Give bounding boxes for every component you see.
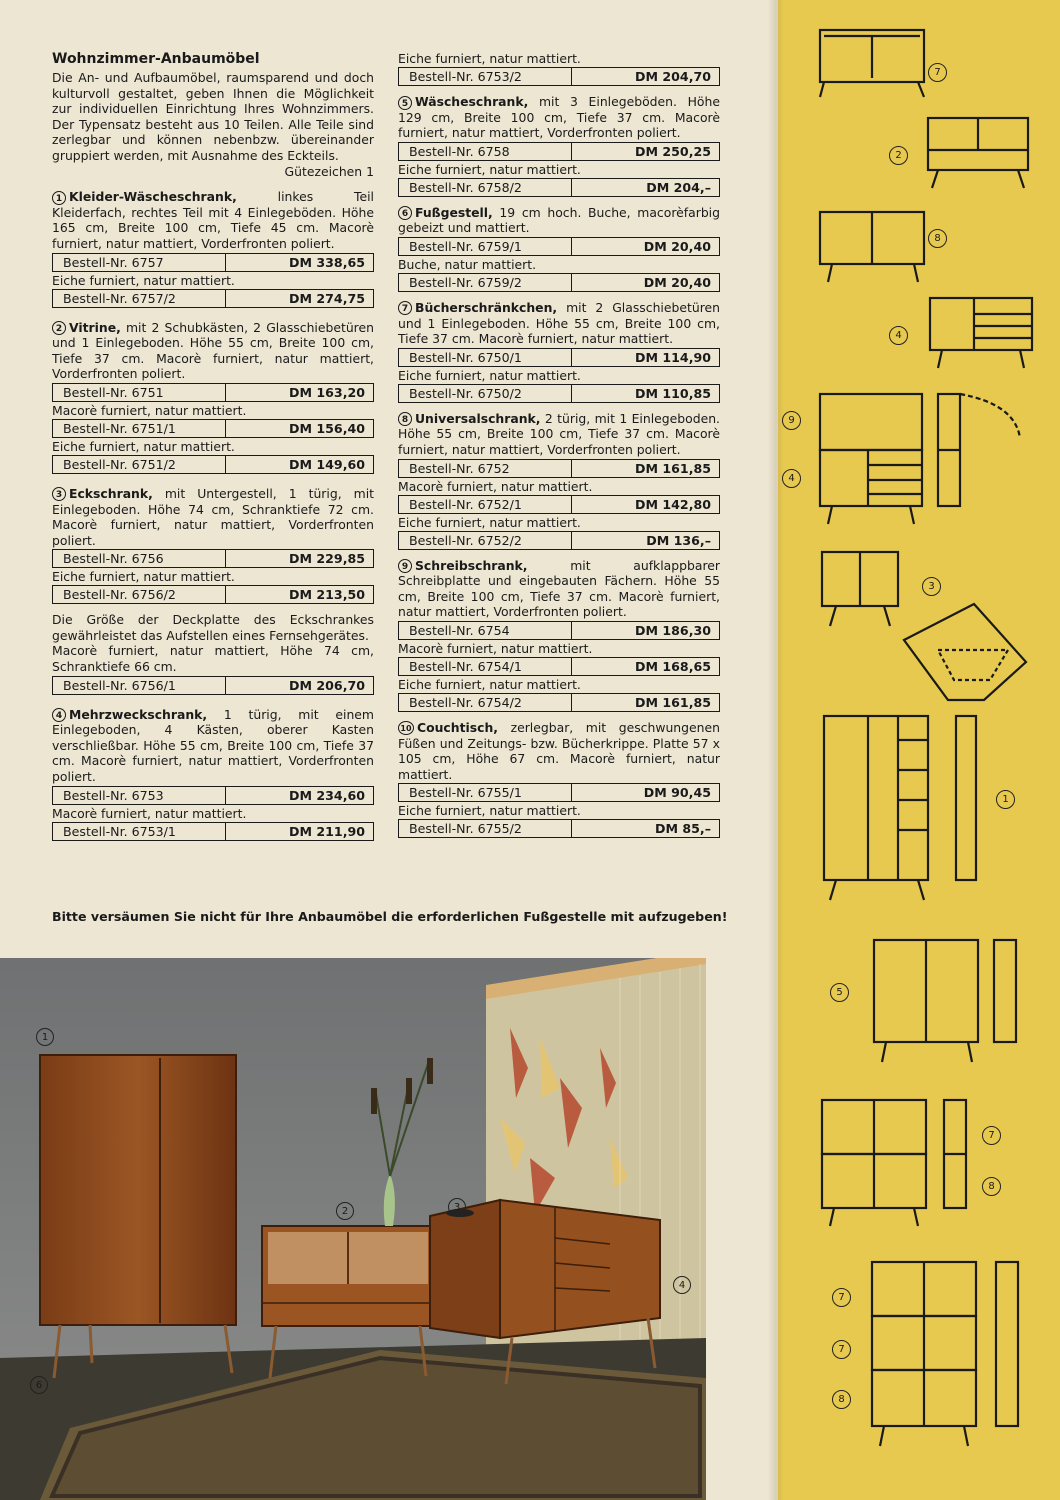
order-number: Bestell-Nr. 6756 (53, 550, 226, 567)
item-name: Kleider-Wäscheschrank, (69, 189, 237, 205)
photo-marker: 3 (448, 1198, 466, 1216)
order-row (52, 676, 374, 695)
order-price: DM 204,– (646, 179, 711, 195)
intro-body: Die An- und Aufbaumöbel, raumsparend und doch kulturvoll gestaltet, geben Ihnen die Möglichkeit zur individuellen Einrichtung Ihres Wohnzimmers. Der Typensatz besteht aus 10 Teilen. Alle Teile sind zerlegbar und können nebenbzw. übereinander gruppiert werden, mit Ausnahme des Eckteils. (52, 70, 374, 163)
sketch-marker: 8 (832, 1390, 851, 1409)
item-number-badge: 2 (52, 321, 66, 335)
sketch-marker: 2 (889, 146, 908, 165)
order-price: DM 114,90 (635, 349, 711, 365)
room-photo (0, 958, 706, 1500)
order-price: DM 274,75 (289, 290, 365, 306)
item-desc: mit 2 Schubkästen, 2 Glasschiebetüren und 1 Einlegeboden. Höhe 55 cm, Breite 100 cm, Tiefe 37 cm. Macorè furniert, natur mattiert, Vorderfronten poliert. (52, 319, 374, 382)
variant-label: Macorè furniert, natur mattiert. (398, 640, 593, 656)
order-price: DM 206,70 (289, 677, 365, 693)
order-number: Bestell-Nr. 6755/1 (399, 784, 572, 801)
order-price: DM 20,40 (643, 238, 711, 254)
sketch-marker: 7 (982, 1126, 1001, 1145)
order-row (398, 621, 720, 640)
variant-label: Eiche furniert, natur mattiert. (398, 803, 581, 819)
item-3-note: Die Größe der Deckplatte des Eckschrankes gewährleistet das Aufstellen eines Fernsehgerätes. (52, 612, 374, 643)
order-number: Bestell-Nr. 6758 (399, 143, 572, 160)
item-number-badge: 8 (398, 412, 412, 426)
order-price: DM 110,85 (635, 385, 711, 401)
order-price: DM 20,40 (643, 274, 711, 290)
sketch-marker: 7 (928, 63, 947, 82)
order-number: Bestell-Nr. 6756/1 (53, 677, 226, 694)
item-7-desc (398, 300, 720, 347)
order-number: Bestell-Nr. 6751/1 (53, 420, 226, 437)
item-number-badge: 6 (398, 206, 412, 220)
order-row (52, 822, 374, 841)
order-number: Bestell-Nr. 6754/2 (399, 694, 572, 711)
order-row (398, 178, 720, 197)
item-3-extra: Macorè furniert, natur mattiert, Höhe 74 cm, Schranktiefe 66 cm. (52, 643, 374, 675)
order-price: DM 338,65 (289, 254, 365, 270)
order-number: Bestell-Nr. 6752/1 (399, 496, 572, 513)
order-row (52, 786, 374, 805)
item-desc: 19 cm hoch. Buche, macorèfarbig gebeizt und mattiert. (398, 204, 720, 236)
order-number: Bestell-Nr. 6758/2 (399, 179, 572, 196)
order-price: DM 186,30 (635, 622, 711, 638)
item-desc: mit 3 Einlegeböden. Höhe 129 cm, Breite 100 cm, Tiefe 37 cm. Macorè furniert, natur mattiert, Vorderfronten poliert. (398, 94, 720, 141)
item-10-desc (398, 720, 720, 782)
item-desc: 2 türig, mit 1 Einlegeboden. Höhe 55 cm, Breite 100 cm, Tiefe 37 cm. Macorè furniert, natur mattiert, Vorderfronten poliert. (398, 410, 720, 457)
order-number: Bestell-Nr. 6754/1 (399, 658, 572, 675)
variant-label: Macorè furniert, natur mattiert. (52, 402, 247, 418)
sketch-marker: 1 (996, 790, 1015, 809)
variant-label: Eiche furniert, natur mattiert. (398, 514, 581, 530)
item-name: Couchtisch, (417, 719, 499, 735)
item-2-desc (52, 320, 374, 382)
order-row (398, 495, 720, 514)
order-row (398, 819, 720, 838)
section-title: Wohnzimmer-Anbaumöbel (52, 51, 260, 67)
item-name: Bücherschränkchen, (415, 299, 558, 315)
intro-text (52, 70, 374, 179)
item-8-desc (398, 411, 720, 458)
order-row (398, 237, 720, 256)
text-column-right (398, 52, 720, 840)
order-row (398, 783, 720, 802)
order-price: DM 213,50 (289, 587, 365, 603)
item-number-badge: 4 (52, 708, 66, 722)
order-row (398, 348, 720, 367)
sketch-marker: 9 (782, 411, 801, 430)
item-name: Universalschrank, (415, 410, 541, 426)
order-price: DM 211,90 (289, 823, 365, 839)
order-row (398, 459, 720, 478)
text-column-left (52, 50, 374, 843)
order-number: Bestell-Nr. 6753/1 (53, 823, 226, 840)
sketch-marker: 5 (830, 983, 849, 1002)
order-price: DM 163,20 (289, 384, 365, 400)
order-number: Bestell-Nr. 6756/2 (53, 586, 226, 603)
order-price: DM 90,45 (643, 785, 711, 801)
variant-label: Macorè furniert, natur mattiert. (398, 478, 593, 494)
item-desc: 1 türig, mit einem Einlegeboden, 4 Kästen, oberer Kasten verschließbar. Höhe 55 cm, Breite 100 cm, Tiefe 37 cm. Macorè furniert, natur mattiert, Vorderfronten poliert. (52, 706, 374, 785)
variant-label: Macorè furniert, natur mattiert. (52, 805, 247, 821)
item-5-desc (398, 94, 720, 141)
item-number-badge: 5 (398, 96, 412, 110)
photo-marker: 1 (36, 1028, 54, 1046)
sketch-marker: 7 (832, 1288, 851, 1307)
order-price: DM 85,– (655, 821, 711, 837)
sketch-marker: 3 (922, 577, 941, 596)
sketch-marker: 4 (889, 326, 908, 345)
order-row (398, 531, 720, 550)
order-price: DM 161,85 (635, 694, 711, 710)
order-price: DM 234,60 (289, 787, 365, 803)
variant-label: Eiche furniert, natur mattiert. (398, 51, 581, 66)
item-9-desc (398, 558, 720, 620)
order-price: DM 204,70 (635, 69, 711, 84)
order-number: Bestell-Nr. 6752 (399, 460, 572, 477)
order-price: DM 229,85 (289, 551, 365, 567)
variant-label: Eiche furniert, natur mattiert. (52, 272, 235, 288)
order-number: Bestell-Nr. 6751/2 (53, 456, 226, 473)
order-row (52, 253, 374, 272)
order-row (52, 289, 374, 308)
order-row (398, 273, 720, 292)
order-price: DM 136,– (646, 532, 711, 548)
item-number-badge: 3 (52, 487, 66, 501)
item-name: Mehrzweckschrank, (69, 706, 208, 722)
variant-label: Buche, natur mattiert. (398, 256, 537, 272)
order-number: Bestell-Nr. 6750/2 (399, 385, 572, 402)
order-row (52, 419, 374, 438)
order-row (52, 455, 374, 474)
order-price: DM 161,85 (635, 460, 711, 476)
order-number: Bestell-Nr. 6759/1 (399, 238, 572, 255)
footer-note: Bitte versäumen Sie nicht für Ihre Anbaumöbel die erforderlichen Fußgestelle mit aufzugeben! (52, 909, 728, 924)
order-number: Bestell-Nr. 6759/2 (399, 274, 572, 291)
order-row (52, 585, 374, 604)
order-number: Bestell-Nr. 6757/2 (53, 290, 226, 307)
variant-label: Eiche furniert, natur mattiert. (52, 569, 235, 585)
item-desc: mit aufklappbarer Schreibplatte und eingebauten Fächern. Höhe 55 cm, Breite 100 cm, Tiefe 37 cm. Macorè furniert, natur mattiert, Vorderfronten poliert. (398, 557, 720, 620)
item-3-desc (52, 486, 374, 548)
item-name: Eckschrank, (69, 485, 153, 501)
order-number: Bestell-Nr. 6750/1 (399, 349, 572, 366)
item-name: Wäscheschrank, (415, 94, 529, 109)
order-row (398, 67, 720, 86)
order-number: Bestell-Nr. 6754 (399, 622, 572, 639)
order-number: Bestell-Nr. 6751 (53, 384, 226, 401)
item-4-desc (52, 707, 374, 785)
item-number-badge: 7 (398, 301, 412, 315)
sketch-marker: 8 (982, 1177, 1001, 1196)
order-number: Bestell-Nr. 6755/2 (399, 820, 572, 837)
item-name: Schreibschrank, (415, 557, 528, 573)
order-row (398, 693, 720, 712)
order-row (398, 384, 720, 403)
variant-label: Eiche furniert, natur mattiert. (52, 438, 235, 454)
item-name: Vitrine, (69, 319, 121, 335)
photo-marker: 6 (30, 1376, 48, 1394)
order-row (52, 383, 374, 402)
order-number: Bestell-Nr. 6753 (53, 787, 226, 804)
order-number: Bestell-Nr. 6753/2 (399, 68, 572, 85)
item-6-desc (398, 205, 720, 236)
order-price: DM 156,40 (289, 420, 365, 436)
sketch-marker: 4 (782, 469, 801, 488)
furniture-sketches (778, 0, 1060, 1500)
item-number-badge: 10 (398, 721, 414, 735)
order-price: DM 168,65 (635, 658, 711, 674)
order-number: Bestell-Nr. 6752/2 (399, 532, 572, 549)
variant-label: Eiche furniert, natur mattiert. (398, 161, 581, 177)
quality-mark: Gütezeichen 1 (284, 163, 374, 179)
item-desc: zerlegbar, mit geschwungenen Füßen und Zeitungs- bzw. Bücherkrippe. Platte 57 x 105 cm, Höhe 67 cm. Macorè furniert, natur mattiert. (398, 719, 720, 782)
variant-label: Eiche furniert, natur mattiert. (398, 367, 581, 383)
item-number-badge: 9 (398, 559, 412, 573)
room-photo-illustration (0, 958, 706, 1500)
item-desc: mit 2 Glasschiebetüren und 1 Einlegeboden. Höhe 55 cm, Breite 100 cm, Tiefe 37 cm. Macorè furniert, natur mattiert. (398, 299, 720, 347)
variant-label: Eiche furniert, natur mattiert. (398, 676, 581, 692)
item-number-badge: 1 (52, 191, 66, 205)
order-price: DM 250,25 (635, 143, 711, 159)
photo-marker: 4 (673, 1276, 691, 1294)
item-1-desc (52, 189, 374, 251)
order-price: DM 142,80 (635, 496, 711, 512)
order-row (52, 549, 374, 568)
order-row (398, 657, 720, 676)
item-desc: linkes Teil Kleiderfach, rechtes Teil mit 4 Einlegeböden. Höhe 165 cm, Breite 100 cm, Tiefe 45 cm. Macorè furniert, natur mattiert, Vorderfronten poliert. (52, 189, 374, 251)
sketch-marker: 8 (928, 229, 947, 248)
item-name: Fußgestell, (415, 204, 493, 220)
sketch-marker: 7 (832, 1340, 851, 1359)
photo-marker: 2 (336, 1202, 354, 1220)
item-desc: mit Untergestell, 1 türig, mit Einlegeboden. Höhe 74 cm, Schranktiefe 72 cm. Macorè furniert, natur mattiert, Vorderfronten poliert. (52, 485, 374, 548)
order-number: Bestell-Nr. 6757 (53, 254, 226, 271)
order-price: DM 149,60 (289, 456, 365, 472)
order-row (398, 142, 720, 161)
